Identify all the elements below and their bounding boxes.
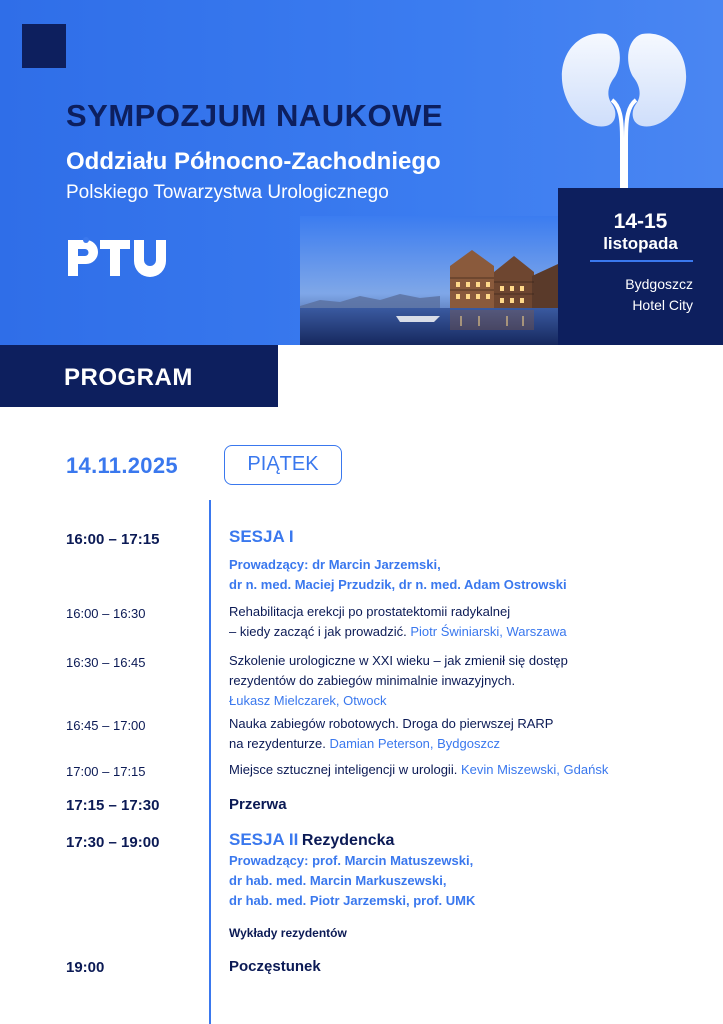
session-1-chairs-line1: Prowadzący: dr Marcin Jarzemski, (229, 557, 441, 572)
session-1-time: 16:00 – 17:15 (66, 531, 160, 548)
talk-2-speaker: Łukasz Mielczarek, Otwock (229, 693, 387, 708)
session-2-title-suffix: Rezydencka (301, 832, 395, 849)
event-subtitle-1: Oddziału Północno-Zachodniego (66, 148, 441, 175)
event-venue: Hotel City (632, 297, 693, 313)
corner-square (22, 24, 66, 68)
ptu-logo (66, 234, 170, 278)
talk-4 (229, 760, 699, 780)
dinner-title: Poczęstunek (229, 958, 321, 975)
break-title: Przerwa (229, 796, 287, 813)
session-1-title: SESJA I (229, 527, 294, 546)
session-1 (229, 527, 699, 595)
talk-3-title-line1: Nauka zabiegów robotowych. Droga do pierwszej RARP (229, 716, 554, 731)
break-time: 17:15 – 17:30 (66, 797, 160, 814)
session-2-chairs-line3: dr hab. med. Piotr Jarzemski, prof. UMK (229, 893, 476, 908)
session-2-title: SESJA II (229, 830, 299, 849)
talk-4-time: 17:00 – 17:15 (66, 764, 146, 779)
talk-2 (229, 651, 699, 711)
talk-3-title-line2: na rezydenturze. (229, 736, 326, 751)
talk-3 (229, 714, 699, 754)
date-divider (590, 260, 693, 262)
city-photo (300, 216, 558, 345)
kidney-icon (554, 28, 694, 196)
timeline-divider (209, 500, 211, 1024)
talk-2-time: 16:30 – 16:45 (66, 655, 146, 670)
talk-2-title-line1: Szkolenie urologiczne w XXI wieku – jak zmienił się dostęp (229, 653, 568, 668)
talk-4-title: Miejsce sztucznej inteligencji w urologii. (229, 762, 458, 777)
talk-3-time: 16:45 – 17:00 (66, 718, 146, 733)
event-subtitle-2: Polskiego Towarzystwa Urologicznego (66, 182, 389, 203)
event-month: listopada (603, 234, 678, 253)
talk-4-speaker: Kevin Miszewski, Gdańsk (460, 762, 609, 777)
event-date-box (558, 188, 723, 345)
session-2-time: 17:30 – 19:00 (66, 834, 160, 851)
session-1-chairs-line2: dr n. med. Maciej Przudzik, dr n. med. Adam Ostrowski (229, 577, 567, 592)
event-city: Bydgoszcz (625, 276, 693, 292)
talk-1-speaker: Piotr Świniarski, Warszawa (410, 624, 567, 639)
event-title: SYMPOZJUM NAUKOWE (66, 98, 444, 133)
day-date: 14.11.2025 (66, 453, 178, 478)
talk-1-title-line2: – kiedy zacząć i jak prowadzić. (229, 624, 407, 639)
session-2-note: Wykłady rezydentów (229, 926, 347, 940)
session-2-chairs-line2: dr hab. med. Marcin Markuszewski, (229, 873, 447, 888)
program-heading: PROGRAM (64, 364, 193, 391)
event-dates: 14-15 (613, 210, 668, 233)
talk-1-title-line1: Rehabilitacja erekcji po prostatektomii radykalnej (229, 604, 511, 619)
weekday-badge: PIĄTEK (224, 445, 342, 485)
talk-1 (229, 602, 699, 642)
talk-1-time: 16:00 – 16:30 (66, 606, 146, 621)
talk-2-title-line2: rezydentów do zabiegów minimalnie inwazyjnych. (229, 673, 516, 688)
dinner-time: 19:00 (66, 959, 105, 976)
session-2-chairs-line1: Prowadzący: prof. Marcin Matuszewski, (229, 853, 474, 868)
talk-3-speaker: Damian Peterson, Bydgoszcz (329, 736, 500, 751)
session-2 (229, 830, 699, 943)
